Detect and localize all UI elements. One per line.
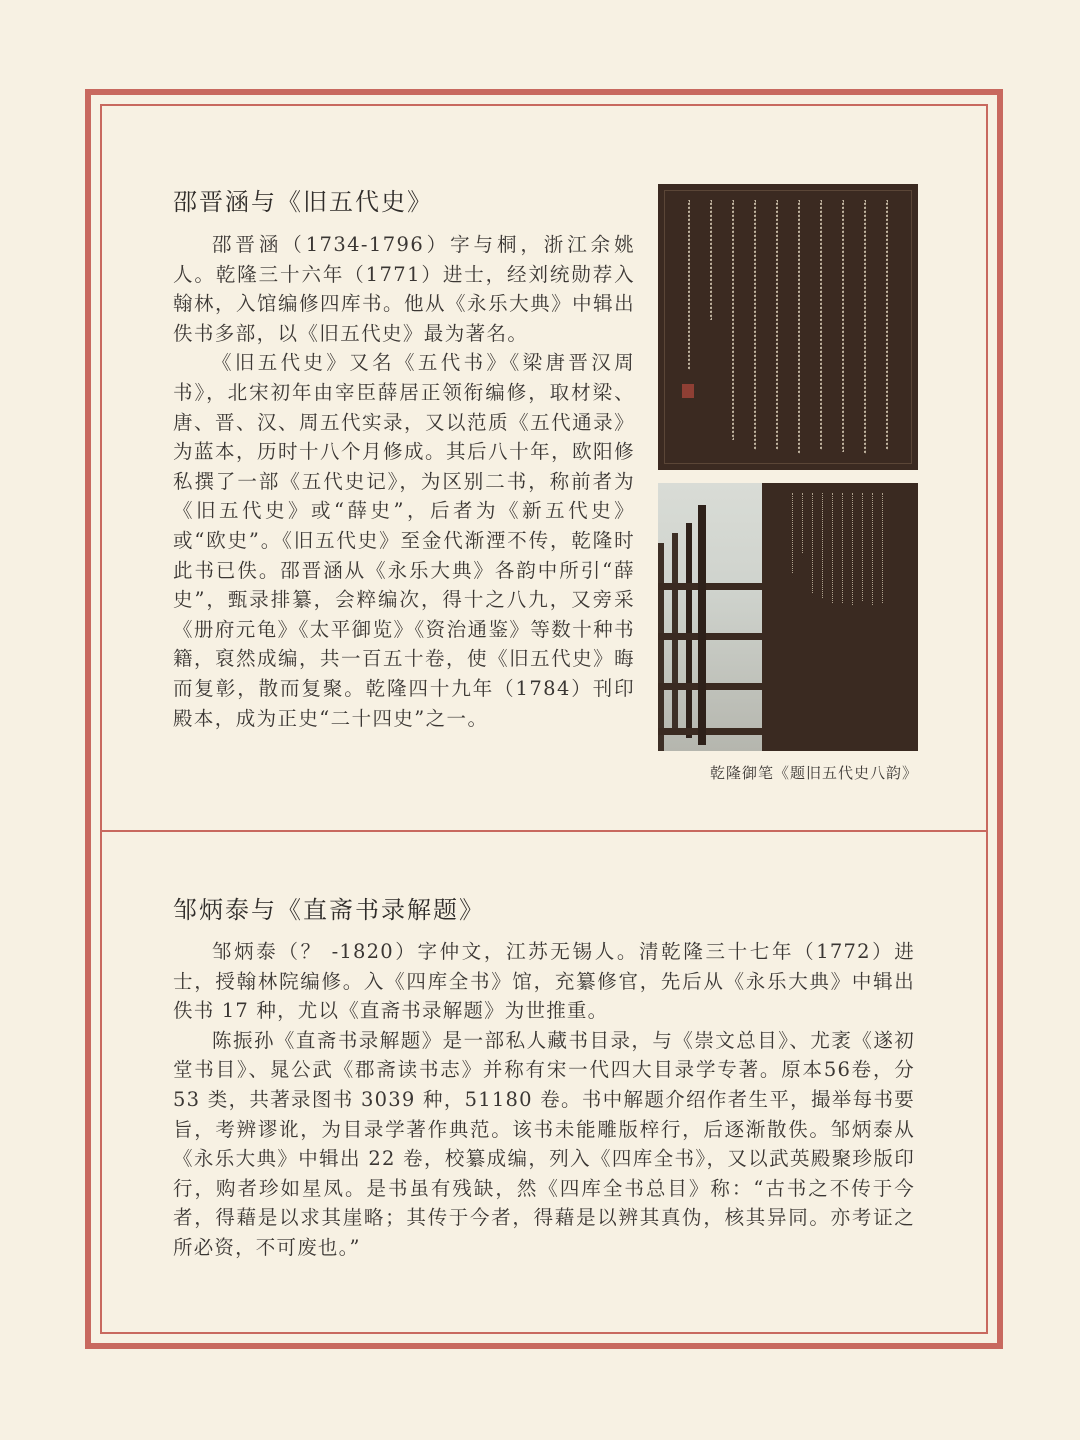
image-caption: 乾隆御笔《题旧五代史八韵》 <box>709 764 918 782</box>
section1-title: 邵晋涵与《旧五代史》 <box>173 188 433 216</box>
section1-body <box>173 230 635 733</box>
section-divider <box>100 830 988 832</box>
section2-title: 邹炳泰与《直斋书录解题》 <box>173 896 485 924</box>
section1-paragraph-2: 《旧五代史》又名《五代书》《梁唐晋汉周书》，北宋初年由宰臣薛居正领衔编修，取材梁、唐、晋、汉、周五代实录，又以范质《五代通录》为蓝本，历时十八个月修成。其后八十年，欧阳修私撰了一部《五代史记》，为区别二书，称前者为《旧五代史》或“薛史”，后者为《新五代史》或“欧史”。《旧五代史》至金代渐湮不传，乾隆时此书已佚。邵晋涵从《永乐大典》各韵中所引“薛史”，甄录排纂，会粹编次，得十之八九，又旁采《册府元龟》《太平御览》《资治通鉴》等数十种书籍，裒然成编，共一百五十卷，使《旧五代史》晦而复彰，散而复聚。乾隆四十九年（1784）刊印殿本，成为正史“二十四史”之一。 <box>173 351 635 730</box>
section2-paragraph-2: 陈振孙《直斋书录解题》是一部私人藏书目录，与《崇文总目》、尤袤《遂初堂书目》、晁公武《郡斋读书志》并称有宋一代四大目录学专著。原本56卷，分 53 类，共著录图书 3039 种，51180 卷。书中解题介绍作者生平，撮举每书要旨，考辨谬讹，为目录学著作典范。该书未能雕版梓行，后逐渐散佚。邹炳泰从《永乐大典》中辑出 22 卷，校纂成编，列入《四库全书》，又以武英殿聚珍版印行，购者珍如星凤。是书虽有残缺，然《四库全书总目》称：“古书之不传于今者，得藉是以求其崖略；其传于今者，得藉是以辨其真伪，核其异同。亦考证之所必资，不可废也。” <box>173 1028 915 1259</box>
section2-body <box>173 937 915 1263</box>
section1-paragraph-1: 邵晋涵（1734-1796）字与桐，浙江余姚人。乾隆三十六年（1771）进士，经刘统勋荐入翰林，入馆编修四库书。他从《永乐大典》中辑出佚书多部，以《旧五代史》最为著名。 <box>173 233 635 345</box>
bookshelf-photo <box>658 483 918 751</box>
section2-paragraph-1: 邹炳泰（？ -1820）字仲文，江苏无锡人。清乾隆三十七年（1772）进士，授翰林院编修。入《四库全书》馆，充纂修官，先后从《永乐大典》中辑出佚书 17 种，尤以《直斋书录解题》为世推重。 <box>173 940 915 1023</box>
calligraphy-image <box>658 184 918 470</box>
